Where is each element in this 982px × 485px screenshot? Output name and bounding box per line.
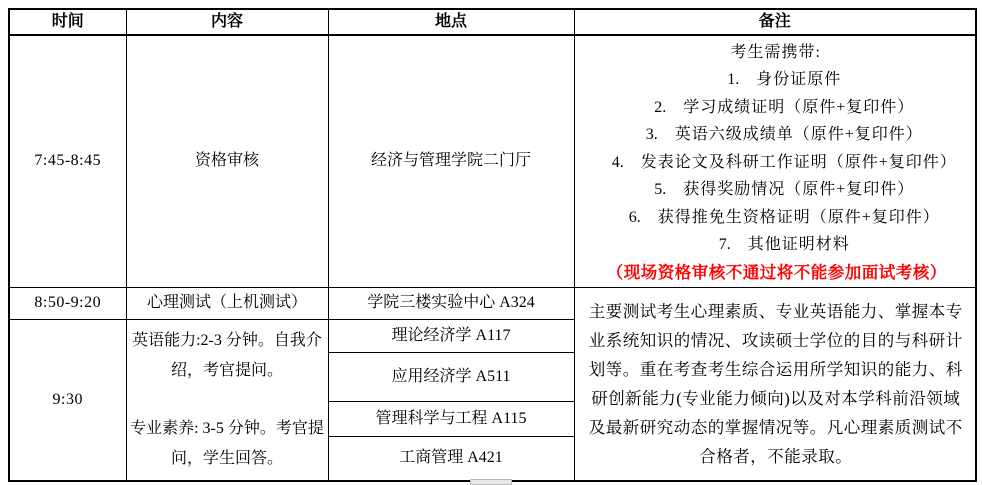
column-header-notes: 备注 — [574, 9, 976, 35]
content-cell-psych: 心理测试（上机测试） — [126, 287, 328, 319]
column-header-content: 内容 — [126, 9, 328, 35]
notes-item-number: 1. — [727, 71, 740, 88]
notes-item-number: 5. — [654, 181, 667, 198]
onsite-review-warning: （现场资格审核不通过将不能参加面试考核） — [606, 262, 947, 282]
notes-item-1 — [583, 66, 970, 94]
row-psych-test — [9, 287, 976, 319]
time-cell-interview: 9:30 — [9, 319, 126, 481]
content-cell-interview — [126, 319, 328, 481]
table-resize-handle[interactable] — [470, 479, 512, 485]
time-cell-review: 7:45-8:45 — [9, 35, 126, 287]
notes-cell-review — [574, 35, 976, 287]
column-header-location: 地点 — [328, 9, 574, 35]
exam-schedule-table — [8, 8, 977, 482]
content-gap — [127, 386, 328, 414]
location-cell-psych: 学院三楼实验中心 A324 — [328, 287, 574, 319]
notes-item-number: 6. — [628, 208, 641, 226]
notes-item-text: 其他证明材料 — [747, 236, 850, 253]
notes-item-text: 获得推免生资格证明（原件+复印件） — [657, 208, 940, 226]
notes-item-text: 学习成绩证明（原件+复印件） — [683, 98, 915, 116]
notes-title: 考生需携带: — [730, 44, 821, 61]
notes-item-text: 身份证原件 — [756, 71, 842, 88]
header-row — [9, 9, 976, 35]
notes-item-number: 7. — [718, 236, 731, 253]
notes-item-number: 4. — [611, 153, 624, 171]
column-header-time: 时间 — [9, 9, 126, 35]
notes-cell-interview — [574, 287, 976, 481]
notes-item-5 — [583, 176, 970, 204]
notes-item-7 — [583, 231, 970, 259]
content-cell-review: 资格审核 — [126, 35, 328, 287]
notes-item-number: 3. — [645, 126, 658, 143]
interview-content-professional: 专业素养: 3-5 分钟。考官提问，学生回答。 — [130, 419, 324, 467]
time-cell-psych: 8:50-9:20 — [9, 287, 126, 319]
notes-item-2 — [583, 94, 970, 122]
notes-item-text: 获得奖励情况（原件+复印件） — [683, 181, 915, 198]
notes-item-4 — [583, 149, 970, 177]
notes-item-3 — [583, 121, 970, 149]
notes-item-6 — [583, 204, 970, 232]
row-qualification-review — [9, 35, 976, 287]
location-cell-applied-economics: 应用经济学 A511 — [328, 352, 574, 401]
notes-item-text: 发表论文及科研工作证明（原件+复印件） — [640, 153, 957, 171]
location-cell-review: 经济与管理学院二门厅 — [328, 35, 574, 287]
notes-item-text: 英语六级成绩单（原件+复印件） — [674, 126, 923, 143]
location-cell-business-administration: 工商管理 A421 — [328, 436, 574, 481]
notes-item-number: 2. — [654, 98, 667, 116]
interview-content-english: 英语能力:2-3 分钟。自我介绍，考官提问。 — [132, 331, 322, 379]
location-cell-theoretical-economics: 理论经济学 A117 — [328, 319, 574, 352]
location-cell-management-science: 管理科学与工程 A115 — [328, 401, 574, 436]
interview-notes-paragraph: 主要测试考生心理素质、专业英语能力、掌握本专业系统知识的情况、攻读硕士学位的目的与科研计划等。重在考查考生综合运用所学知识的能力、科研创新能力(专业能力倾向)以及对本学科前沿领域及最新研究动态的掌握情况等。凡心理素质测试不合格者，不能录取。 — [588, 301, 963, 466]
